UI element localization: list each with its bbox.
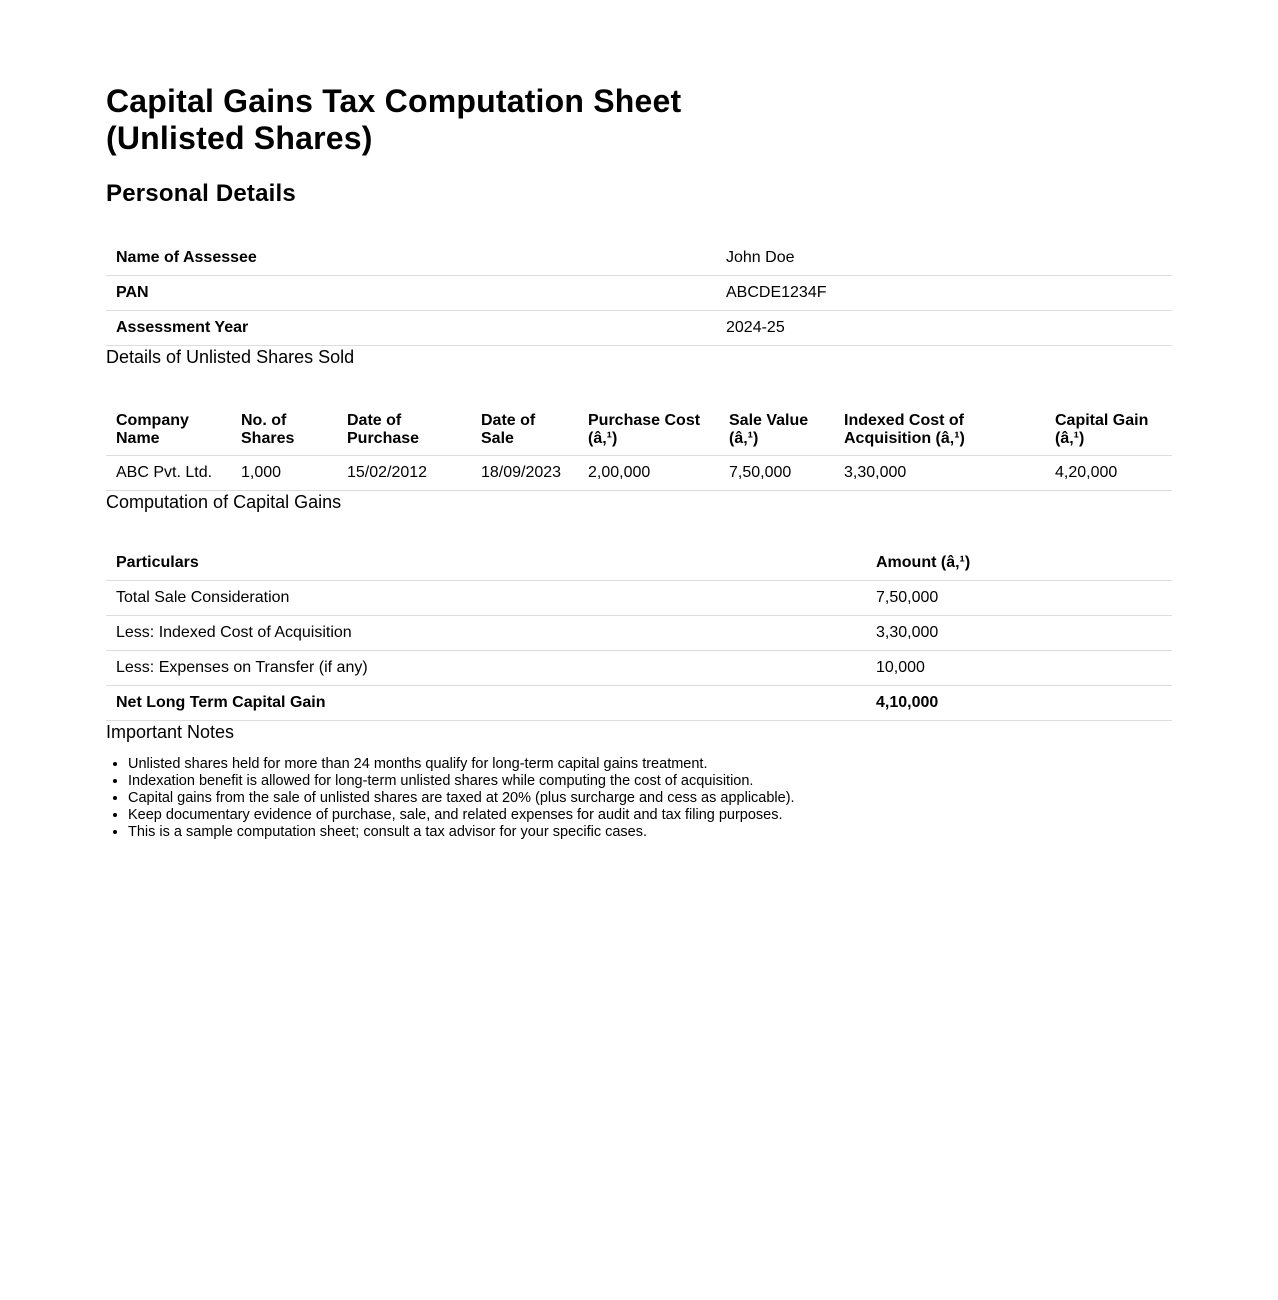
indexed-cost-cell: 3,30,000 (834, 456, 1045, 491)
column-header-no-of-shares: No. of Shares (231, 405, 337, 456)
particular-cell: Total Sale Consideration (106, 581, 866, 616)
table-row (106, 651, 1172, 686)
computation-heading: Computation of Capital Gains (106, 492, 342, 512)
amount-cell: 7,50,000 (866, 581, 1172, 616)
assessee-name-label: Name of Assessee (106, 241, 716, 276)
column-header-date-of-purchase: Date of Purchase (337, 405, 471, 456)
net-gain-row (106, 686, 1172, 721)
list-item: • Capital gains from the sale of unlisted shares are taxed at 20% (plus surcharge and cess as applicable). (128, 790, 1172, 807)
column-header-purchase-cost: Purchase Cost (â‚¹) (578, 405, 719, 456)
particular-cell: Less: Indexed Cost of Acquisition (106, 616, 866, 651)
table-row (106, 311, 1172, 346)
computation-table (106, 546, 1172, 721)
pan-value: ABCDE1234F (716, 276, 1172, 311)
capital-gain-cell: 4,20,000 (1045, 456, 1172, 491)
table-header-row (106, 546, 1172, 581)
important-notes-heading: Important Notes (106, 722, 235, 742)
column-header-capital-gain: Capital Gain (â‚¹) (1045, 405, 1172, 456)
shares-sold-table (106, 405, 1172, 491)
personal-details-heading: Personal Details (106, 180, 296, 207)
no-of-shares-cell: 1,000 (231, 456, 337, 491)
important-notes-list (106, 756, 1172, 841)
purchase-cost-cell: 2,00,000 (578, 456, 719, 491)
list-item: • Unlisted shares held for more than 24 months qualify for long-term capital gains treatment. (128, 756, 1172, 773)
particular-cell: Less: Expenses on Transfer (if any) (106, 651, 866, 686)
column-header-date-of-sale: Date of Sale (471, 405, 578, 456)
amount-cell: 3,30,000 (866, 616, 1172, 651)
column-header-amount: Amount (â‚¹) (866, 546, 1172, 581)
table-row (106, 241, 1172, 276)
company-name-cell: ABC Pvt. Ltd. (106, 456, 231, 491)
list-item: • Indexation benefit is allowed for long-term unlisted shares while computing the cost of acquisition. (128, 773, 1172, 790)
table-row (106, 616, 1172, 651)
column-header-sale-value: Sale Value (â‚¹) (719, 405, 834, 456)
date-of-purchase-cell: 15/02/2012 (337, 456, 471, 491)
column-header-particulars: Particulars (106, 546, 866, 581)
amount-cell: 10,000 (866, 651, 1172, 686)
sale-value-cell: 7,50,000 (719, 456, 834, 491)
table-row (106, 276, 1172, 311)
shares-sold-heading: Details of Unlisted Shares Sold (106, 347, 355, 367)
assessee-name-value: John Doe (716, 241, 1172, 276)
net-gain-amount: 4,10,000 (866, 686, 1172, 721)
document-page (106, 0, 1172, 841)
column-header-indexed-cost: Indexed Cost of Acquisition (â‚¹) (834, 405, 1045, 456)
net-gain-label: Net Long Term Capital Gain (106, 686, 866, 721)
column-header-company-name: Company Name (106, 405, 231, 456)
table-header-row (106, 405, 1172, 456)
table-row (106, 581, 1172, 616)
page-title: Capital Gains Tax Computation Sheet (Unlisted Shares) (106, 83, 682, 156)
date-of-sale-cell: 18/09/2023 (471, 456, 578, 491)
list-item: • Keep documentary evidence of purchase, sale, and related expenses for audit and tax filing purposes. (128, 807, 1172, 824)
personal-details-table (106, 241, 1172, 346)
pan-label: PAN (106, 276, 716, 311)
assessment-year-label: Assessment Year (106, 311, 716, 346)
assessment-year-value: 2024-25 (716, 311, 1172, 346)
table-row (106, 456, 1172, 491)
list-item: • This is a sample computation sheet; consult a tax advisor for your specific cases. (128, 824, 1172, 841)
